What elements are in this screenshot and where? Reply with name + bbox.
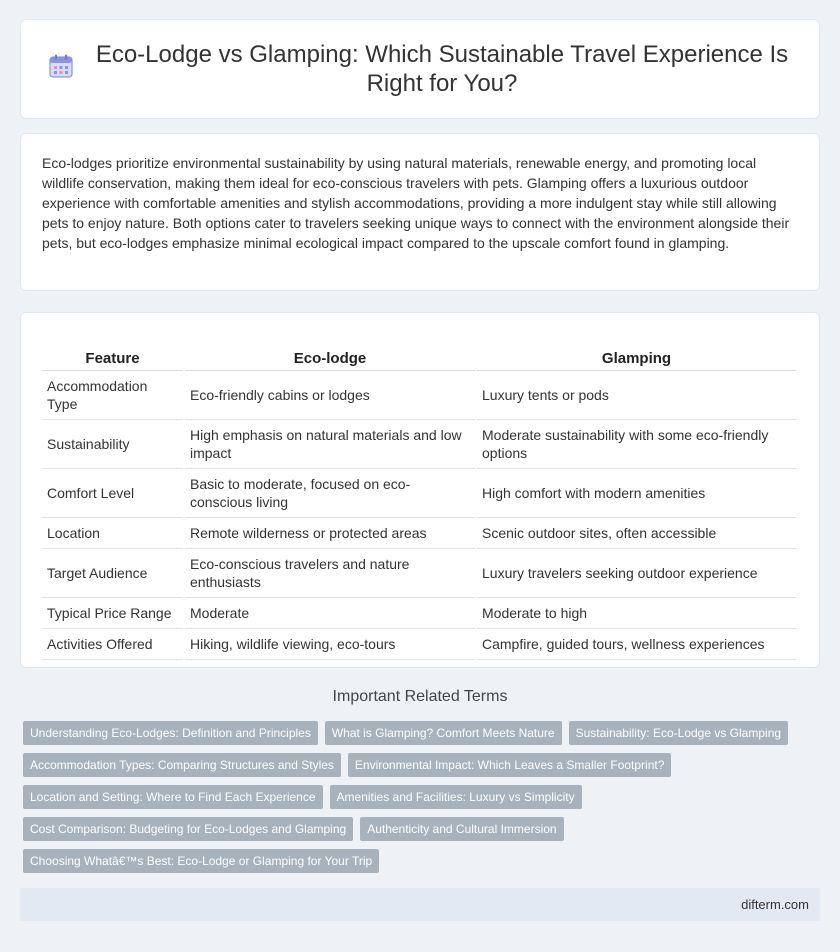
related-tag[interactable]: Choosing Whatâ€™s Best: Eco-Lodge or Glamping for Your Trip <box>23 849 379 873</box>
calendar-icon <box>48 53 74 79</box>
table-cell: Basic to moderate, focused on eco-conscious living <box>185 469 475 518</box>
related-tag[interactable]: Environmental Impact: Which Leaves a Smaller Footprint? <box>348 753 671 777</box>
table-cell: Eco-conscious travelers and nature enthusiasts <box>185 549 475 598</box>
related-tag[interactable]: Cost Comparison: Budgeting for Eco-Lodges and Glamping <box>23 817 353 841</box>
footer-site-link[interactable]: difterm.com <box>741 897 809 912</box>
related-tag[interactable]: What is Glamping? Comfort Meets Nature <box>325 721 562 745</box>
footer <box>20 888 820 921</box>
comparison-table-card <box>20 312 820 668</box>
table-cell: Luxury tents or pods <box>477 371 796 420</box>
related-tag[interactable]: Amenities and Facilities: Luxury vs Simplicity <box>330 785 582 809</box>
title-card <box>20 19 820 119</box>
table-cell: Comfort Level <box>42 469 183 518</box>
table-cell: High comfort with modern amenities <box>477 469 796 518</box>
table-cell: Eco-friendly cabins or lodges <box>185 371 475 420</box>
table-row <box>42 469 796 518</box>
intro-card <box>20 133 820 291</box>
table-cell: Hiking, wildlife viewing, eco-tours <box>185 629 475 660</box>
header-feature: Feature <box>42 333 183 371</box>
table-cell: Remote wilderness or protected areas <box>185 518 475 549</box>
table-cell: Scenic outdoor sites, often accessible <box>477 518 796 549</box>
table-cell: Sustainability <box>42 420 183 469</box>
table-cell: Luxury travelers seeking outdoor experience <box>477 549 796 598</box>
table-cell: High emphasis on natural materials and low impact <box>185 420 475 469</box>
header-glamping: Glamping <box>477 333 796 371</box>
table-row <box>42 420 796 469</box>
table-cell: Moderate sustainability with some eco-friendly options <box>477 420 796 469</box>
table-cell: Accommodation Type <box>42 371 183 420</box>
page-title: Eco-Lodge vs Glamping: Which Sustainable Travel Experience Is Right for You? <box>95 41 789 97</box>
related-terms-title: Important Related Terms <box>332 688 508 705</box>
related-tag[interactable]: Authenticity and Cultural Immersion <box>360 817 563 841</box>
header-eco-lodge: Eco-lodge <box>185 333 475 371</box>
table-row <box>42 629 796 660</box>
related-tag[interactable]: Location and Setting: Where to Find Each Experience <box>23 785 323 809</box>
related-tag[interactable]: Understanding Eco-Lodges: Definition and Principles <box>23 721 318 745</box>
table-row <box>42 598 796 629</box>
intro-text: Eco-lodges prioritize environmental sustainability by using natural materials, renewable energy, and promoting local wildlife conservation, making them ideal for eco-conscious travelers with pets. Glamping offers a luxurious outdoor experience with comfortable amenities and stylish accommodations, providing a more indulgent stay while still allowing pets to enjoy nature. Both options cater to travelers seeking unique ways to connect with the environment alongside their pets, but eco-lodges emphasize minimal ecological impact compared to the upscale comfort found in glamping. <box>42 155 790 251</box>
table-header-row <box>42 333 796 371</box>
table-row <box>42 518 796 549</box>
table-cell: Typical Price Range <box>42 598 183 629</box>
table-cell: Location <box>42 518 183 549</box>
table-row <box>42 371 796 420</box>
table-cell: Target Audience <box>42 549 183 598</box>
table-cell: Campfire, guided tours, wellness experiences <box>477 629 796 660</box>
table-cell: Moderate <box>185 598 475 629</box>
table-cell: Activities Offered <box>42 629 183 660</box>
comparison-table <box>40 333 798 660</box>
related-tag[interactable]: Accommodation Types: Comparing Structures and Styles <box>23 753 341 777</box>
related-tag[interactable]: Sustainability: Eco-Lodge vs Glamping <box>569 721 788 745</box>
table-cell: Moderate to high <box>477 598 796 629</box>
table-row <box>42 549 796 598</box>
related-terms-list <box>23 721 803 881</box>
